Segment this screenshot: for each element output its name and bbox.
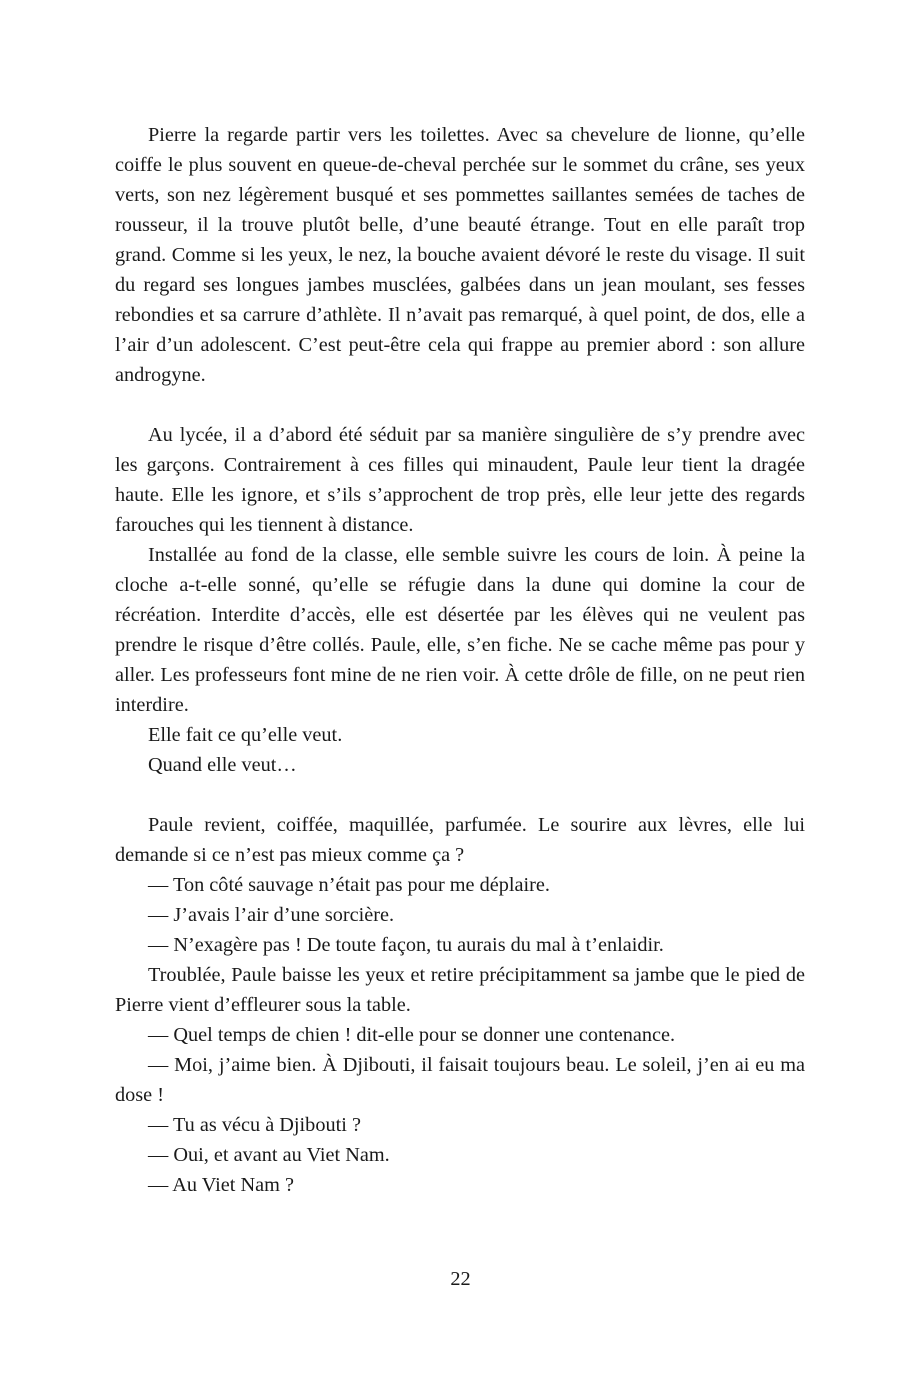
paragraph: Pierre la regarde partir vers les toilettes. Avec sa chevelure de lionne, qu’elle coiffe le plus souvent en queue-de-cheval perchée sur le sommet du crâne, ses yeux verts, son nez légèrement busqué et ses pommettes saillantes semées de taches de rousseur, il la trouve plutôt belle, d’une beauté étrange. Tout en elle paraît trop grand. Comme si les yeux, le nez, la bouche avaient dévoré le reste du visage. Il suit du regard ses longues jambes musclées, galbées dans un jean moulant, ses fesses rebondies et sa carrure d’athlète. Il n’avait pas remarqué, à quel point, de dos, elle a l’air d’un adolescent. C’est peut-être cela qui frappe au premier abord : son allure androgyne. xyxy=(115,124,805,386)
page-number: 22 xyxy=(450,1268,471,1290)
dialogue-line: — Au Viet Nam ? xyxy=(148,1174,294,1196)
paragraph: Installée au fond de la classe, elle semble suivre les cours de loin. À peine la cloche a-t-elle sonné, qu’elle se réfugie dans la dune qui domine la cour de récréation. Interdite d’accès, elle est désertée par les élèves qui ne veulent pas prendre le risque d’être collés. Paule, elle, s’en fiche. Ne se cache même pas pour y aller. Les professeurs font mine de ne rien voir. À cette drôle de fille, on ne peut rien interdire. xyxy=(115,544,805,716)
dialogue-line: — N’exagère pas ! De toute façon, tu aurais du mal à t’enlaidir. xyxy=(148,934,664,956)
page-body xyxy=(115,120,805,1200)
dialogue-line: — Moi, j’aime bien. À Djibouti, il faisait toujours beau. Le soleil, j’en ai eu ma dose ! xyxy=(115,1054,805,1106)
dialogue-line: — Tu as vécu à Djibouti ? xyxy=(148,1114,361,1136)
paragraph: Elle fait ce qu’elle veut. xyxy=(148,724,343,746)
paragraph: Paule revient, coiffée, maquillée, parfumée. Le sourire aux lèvres, elle lui demande si ce n’est pas mieux comme ça ? xyxy=(115,814,805,866)
dialogue-line: — Quel temps de chien ! dit-elle pour se donner une contenance. xyxy=(148,1024,676,1046)
paragraph: Au lycée, il a d’abord été séduit par sa manière singulière de s’y prendre avec les garçons. Contrairement à ces filles qui minaudent, Paule leur tient la dragée haute. Elle les ignore, et s’ils s’approchent de trop près, elle leur jette des regards farouches qui les tiennent à distance. xyxy=(115,424,805,536)
dialogue-line: — J’avais l’air d’une sorcière. xyxy=(148,904,395,926)
paragraph: Quand elle veut… xyxy=(148,754,297,776)
paragraph: Troublée, Paule baisse les yeux et retire précipitamment sa jambe que le pied de Pierre vient d’effleurer sous la table. xyxy=(115,964,805,1016)
dialogue-line: — Oui, et avant au Viet Nam. xyxy=(148,1144,390,1166)
dialogue-line: — Ton côté sauvage n’était pas pour me déplaire. xyxy=(148,874,550,896)
